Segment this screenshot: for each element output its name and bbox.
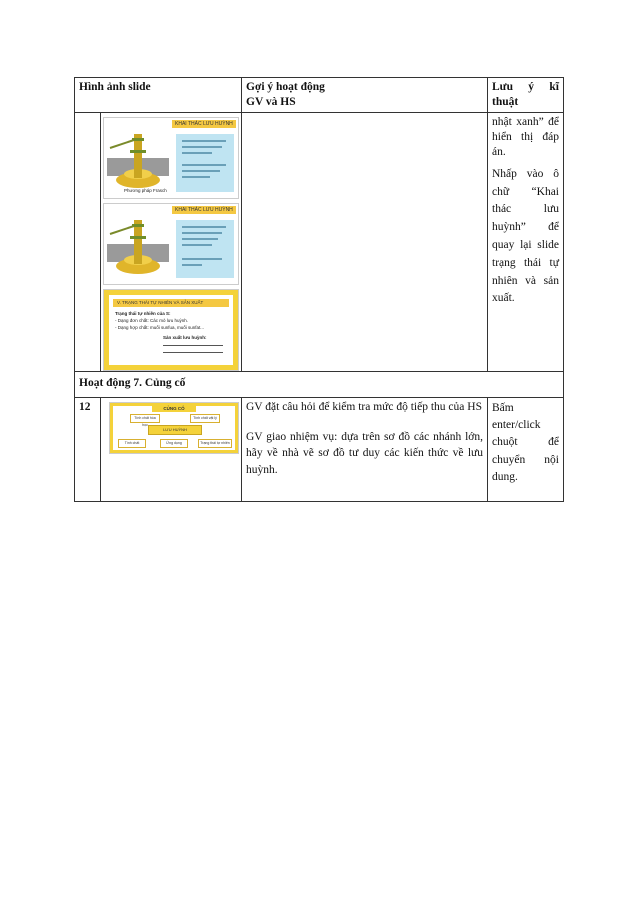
slide-image-cell (101, 397, 242, 501)
mindmap-node: Ứng dụng (160, 439, 188, 448)
slide-title: V. TRẠNG THÁI TỰ NHIÊN VÀ SẢN XUẤT (113, 299, 229, 307)
slide-image-cell (101, 112, 242, 371)
header-row (75, 78, 564, 113)
tech-note-text: nhật xanh” để hiển thị đáp án. (492, 115, 559, 158)
activity-cell (242, 397, 488, 501)
row-number-cell (75, 112, 101, 371)
activity-text: GV đặt câu hỏi để kiểm tra mức độ tiếp thu của HS (246, 400, 482, 413)
header-slide-image: Hình ảnh slide (75, 78, 242, 113)
slide-text: - Dạng đơn chất: Các mỏ lưu huỳnh. (115, 317, 188, 323)
header-activity-hint: Gợi ý hoạt động GV và HS (242, 78, 488, 113)
section-title: Hoạt động 7. Củng cố (75, 371, 564, 397)
slide-thumbnail (103, 289, 239, 371)
tech-note-cell: Bấm enter/click chuột để chuyển nội dung. (488, 397, 564, 501)
header-tech-note: Lưu ý kĩ thuật (488, 78, 564, 113)
slide-thumbnail (103, 203, 239, 285)
slide-thumbnail (109, 402, 239, 454)
slide-text: Sản xuất lưu huỳnh: (163, 334, 207, 340)
section-row (75, 371, 564, 397)
slide-title: KHAI THÁC LƯU HUỲNH (172, 120, 236, 129)
mindmap-node: Tính chất (118, 439, 146, 448)
table-row-prev (75, 112, 564, 371)
slide-thumbnail (103, 117, 239, 199)
activity-cell (242, 112, 488, 371)
mindmap-node: Tính chất vật lý (190, 414, 220, 423)
table-row-12 (75, 397, 564, 501)
slide-title: CỦNG CỐ (152, 405, 196, 412)
mindmap-node: Tính chất hóa học (130, 414, 160, 423)
row-number: 12 (75, 397, 101, 501)
slide-text-box (176, 134, 234, 192)
activity-text: GV giao nhiệm vụ: dựa trên sơ đồ các nhánh lớn, hãy về nhà vẽ sơ đồ tư duy các kiến thức về lưu huỳnh. (246, 430, 483, 477)
tech-note-cell (488, 112, 564, 371)
slide-text: Trạng thái tự nhiên của S: (115, 310, 171, 316)
slide-caption: Phương pháp Frasch (124, 187, 167, 193)
slide-title: KHAI THÁC LƯU HUỲNH (172, 206, 236, 215)
slide-text: - Dạng hợp chất: muối sunfua, muối sunfat... (115, 324, 204, 330)
mindmap-node: Trạng thái tự nhiên (198, 439, 232, 448)
lesson-plan-table (74, 77, 564, 502)
tech-note-text: Nhấp vào ô chữ “Khai thác lưu huỳnh” để quay lại slide trạng thái tự nhiên và sản xuất. (492, 167, 559, 305)
mindmap-center: LƯU HUỲNH (148, 425, 202, 435)
slide-text-box (176, 220, 234, 278)
